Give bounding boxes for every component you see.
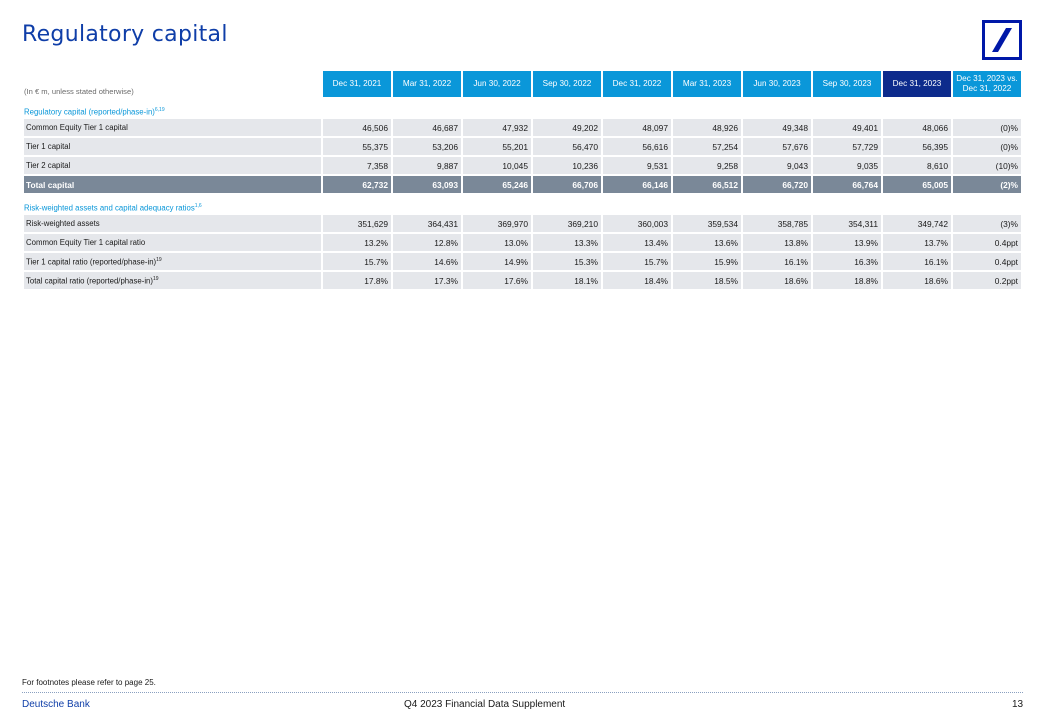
table-cell: 349,742	[883, 215, 951, 234]
table-cell: 57,254	[673, 138, 741, 157]
total-cell: 65,005	[883, 176, 951, 193]
table-cell: 358,785	[743, 215, 811, 234]
table-cell: 57,729	[813, 138, 881, 157]
total-row	[24, 176, 1021, 193]
row-label-text: Total capital ratio (reported/phase-in)	[26, 276, 153, 286]
table-cell: (0)%	[953, 138, 1021, 157]
table-cell: 12.8%	[393, 234, 461, 253]
table-cell: 17.6%	[463, 272, 531, 291]
col-header: Jun 30, 2023	[743, 71, 811, 97]
table-cell: 10,236	[533, 157, 601, 176]
table-cell: 55,375	[323, 138, 391, 157]
col-header: Jun 30, 2022	[463, 71, 531, 97]
table-cell: 9,258	[673, 157, 741, 176]
col-header: Sep 30, 2023	[813, 71, 881, 97]
row-label	[24, 157, 321, 176]
table-row	[24, 138, 1021, 157]
table-cell: 47,932	[463, 119, 531, 138]
table-row	[24, 272, 1021, 291]
col-header: Sep 30, 2022	[533, 71, 601, 97]
table-row	[24, 215, 1021, 234]
table-row	[24, 234, 1021, 253]
footer-document: Q4 2023 Financial Data Supplement	[404, 699, 566, 710]
footnote-marker: 19	[156, 256, 162, 263]
row-label	[24, 138, 321, 157]
table-cell: 9,531	[603, 157, 671, 176]
table-cell: 49,401	[813, 119, 881, 138]
table-cell: 369,210	[533, 215, 601, 234]
table-cell: (10)%	[953, 157, 1021, 176]
table-row	[24, 119, 1021, 138]
col-header: Mar 31, 2022	[393, 71, 461, 97]
table-cell: 13.2%	[323, 234, 391, 253]
section-heading	[24, 97, 1021, 119]
row-label-text: Common Equity Tier 1 capital	[26, 123, 128, 132]
total-label: Total capital	[24, 176, 321, 193]
table-cell: 16.1%	[743, 253, 811, 272]
table-row	[24, 253, 1021, 272]
table-cell: 15.9%	[673, 253, 741, 272]
table-cell: 13.6%	[673, 234, 741, 253]
row-label-text: Tier 1 capital ratio (reported/phase-in)	[26, 257, 157, 267]
total-cell: 63,093	[393, 176, 461, 193]
table-cell: 13.9%	[813, 234, 881, 253]
table-cell: 48,066	[883, 119, 951, 138]
total-cell: 66,764	[813, 176, 881, 193]
table-cell: 16.3%	[813, 253, 881, 272]
table-cell: 14.6%	[393, 253, 461, 272]
total-cell: 66,146	[603, 176, 671, 193]
total-cell: 66,706	[533, 176, 601, 193]
section-heading	[24, 193, 1021, 215]
table-cell: 359,534	[673, 215, 741, 234]
table-cell: 53,206	[393, 138, 461, 157]
total-cell: (2)%	[953, 176, 1021, 193]
total-cell: 62,732	[323, 176, 391, 193]
row-label	[24, 253, 321, 272]
table-cell: 360,003	[603, 215, 671, 234]
header-row	[24, 71, 1021, 97]
page-title: Regulatory capital	[22, 22, 228, 47]
total-cell: 65,246	[463, 176, 531, 193]
table-cell: 364,431	[393, 215, 461, 234]
table-cell: 16.1%	[883, 253, 951, 272]
table-cell: 18.4%	[603, 272, 671, 291]
table-cell: 351,629	[323, 215, 391, 234]
table-cell: 13.7%	[883, 234, 951, 253]
table-cell: 13.0%	[463, 234, 531, 253]
table-cell: 9,043	[743, 157, 811, 176]
table-cell: 0.4ppt	[953, 234, 1021, 253]
table-cell: 10,045	[463, 157, 531, 176]
table-cell: 49,348	[743, 119, 811, 138]
table-cell: 57,676	[743, 138, 811, 157]
table-cell: 369,970	[463, 215, 531, 234]
footnote-marker: 6,19	[154, 107, 165, 114]
section-heading-label: Risk-weighted assets and capital adequacy ratios	[24, 204, 195, 213]
table-cell: 15.7%	[603, 253, 671, 272]
unit-note: (In € m, unless stated otherwise)	[24, 87, 134, 96]
footnote-marker: 1,6	[194, 203, 202, 210]
table-cell: 15.3%	[533, 253, 601, 272]
row-label	[24, 119, 321, 138]
row-label-text: Tier 2 capital	[26, 161, 71, 170]
table-cell: 56,470	[533, 138, 601, 157]
table-cell: 49,202	[533, 119, 601, 138]
row-label-text: Common Equity Tier 1 capital ratio	[26, 238, 146, 247]
table-cell: 56,616	[603, 138, 671, 157]
section-heading-label: Regulatory capital (reported/phase-in)	[24, 108, 155, 117]
table-row	[24, 157, 1021, 176]
total-cell: 66,720	[743, 176, 811, 193]
footer-company: Deutsche Bank	[22, 699, 90, 710]
col-header: Dec 31, 2022	[603, 71, 671, 97]
section-heading-row	[24, 193, 1021, 215]
footnote-reference: For footnotes please refer to page 25.	[22, 678, 156, 687]
row-label	[24, 215, 321, 234]
footnote-marker: 19	[152, 275, 159, 282]
deutsche-bank-logo	[982, 20, 1022, 60]
logo-slash-icon	[985, 23, 1019, 57]
table-cell: 9,887	[393, 157, 461, 176]
table-cell: 14.9%	[463, 253, 531, 272]
table-cell: 18.6%	[743, 272, 811, 291]
table-cell: 354,311	[813, 215, 881, 234]
table-cell: 13.3%	[533, 234, 601, 253]
row-label	[24, 234, 321, 253]
table-cell: 46,506	[323, 119, 391, 138]
table-cell: 48,097	[603, 119, 671, 138]
table-cell: (3)%	[953, 215, 1021, 234]
table-cell: 7,358	[323, 157, 391, 176]
row-label-text: Risk-weighted assets	[26, 219, 100, 228]
table-cell: 0.4ppt	[953, 253, 1021, 272]
col-header-current: Dec 31, 2023	[883, 71, 951, 97]
table-cell: 0.2ppt	[953, 272, 1021, 291]
table-cell: 18.6%	[883, 272, 951, 291]
footer-divider	[22, 692, 1023, 693]
table-cell: 9,035	[813, 157, 881, 176]
regulatory-capital-table	[22, 71, 1023, 291]
table-cell: 55,201	[463, 138, 531, 157]
table-cell: 8,610	[883, 157, 951, 176]
table-cell: 18.1%	[533, 272, 601, 291]
table-cell: 48,926	[673, 119, 741, 138]
table-cell: 56,395	[883, 138, 951, 157]
table-cell: (0)%	[953, 119, 1021, 138]
table-cell: 46,687	[393, 119, 461, 138]
table-cell: 13.4%	[603, 234, 671, 253]
table-cell: 13.8%	[743, 234, 811, 253]
row-label-text: Tier 1 capital	[26, 142, 71, 151]
table-cell: 15.7%	[323, 253, 391, 272]
col-header: Dec 31, 2021	[323, 71, 391, 97]
table-cell: 18.5%	[673, 272, 741, 291]
col-header: Mar 31, 2023	[673, 71, 741, 97]
table-cell: 17.8%	[323, 272, 391, 291]
table-cell: 18.8%	[813, 272, 881, 291]
col-header-change: Dec 31, 2023 vs. Dec 31, 2022	[953, 71, 1021, 97]
table-cell: 17.3%	[393, 272, 461, 291]
page-number: 13	[1012, 699, 1024, 710]
row-label	[24, 272, 321, 291]
total-cell: 66,512	[673, 176, 741, 193]
section-heading-row	[24, 97, 1021, 119]
